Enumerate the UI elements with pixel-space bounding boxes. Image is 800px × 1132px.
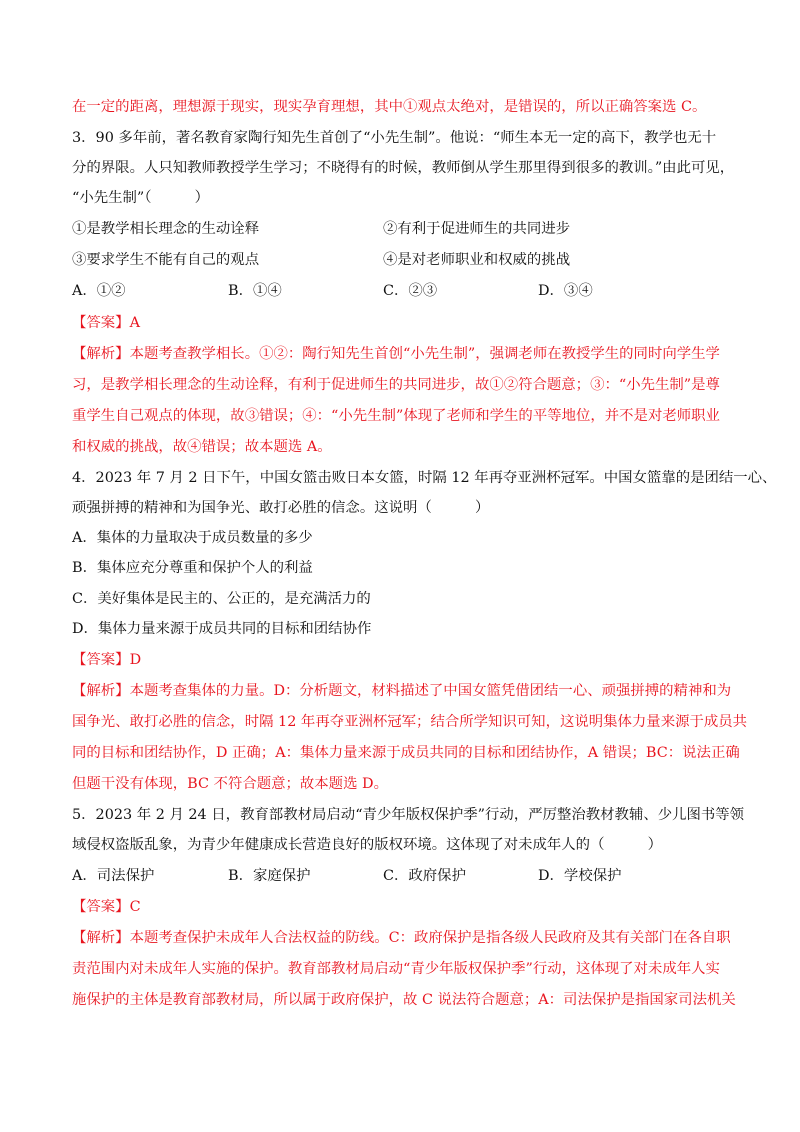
option-c: C．美好集体是民主的、公正的，是充满活力的 xyxy=(72,591,371,607)
option-b: B．①④ xyxy=(228,283,282,299)
analysis-line: 同的目标和团结协作，D 正确；A：集体力量来源于成员共同的目标和团结协作，A 错误；BC：说法正确 xyxy=(72,745,740,761)
question-stem-line: 域侵权盗版乱象，为青少年健康成长营造良好的版权环境。这体现了对未成年人的（ ） xyxy=(72,837,663,853)
analysis-line: 【解析】本题考查保护未成年人合法权益的防线。C：政府保护是指各级人民政府及其有关部门在各自职 xyxy=(72,930,731,946)
option-a: A．司法保护 xyxy=(72,868,155,884)
analysis-line: 但题干没有体现，BC 不符合题意；故本题选 D。 xyxy=(72,776,388,792)
statement-item: ④是对老师职业和权威的挑战 xyxy=(383,252,571,268)
analysis-line: 习，是教学相长理念的生动诠释，有利于促进师生的共同进步，故①②符合题意；③：“小先生制”是尊 xyxy=(72,377,720,393)
option-d: D．集体力量来源于成员共同的目标和团结协作 xyxy=(72,621,372,637)
answer-label: 【答案】D xyxy=(72,652,142,668)
option-a: A．集体的力量取决于成员数量的多少 xyxy=(72,530,313,546)
answer-label: 【答案】A xyxy=(72,315,140,331)
analysis-line: 国争光、敢打必胜的信念，时隔 12 年再夺亚洲杯冠军；结合所学知识可知，这说明集体力量来源于成员共 xyxy=(72,714,748,730)
question-stem-line: 4．2023 年 7 月 2 日下午，中国女篮击败日本女篮，时隔 12 年再夺亚洲杯冠军。中国女篮靠的是团结一心、 xyxy=(72,470,777,486)
previous-analysis-tail: 在一定的距离，理想源于现实，现实孕育理想，其中①观点太绝对，是错误的，所以正确答案选 C。 xyxy=(72,99,707,115)
question-stem-line: “小先生制”（ ） xyxy=(72,190,210,206)
statement-item: ②有利于促进师生的共同进步 xyxy=(383,221,571,237)
statement-item: ③要求学生不能有自己的观点 xyxy=(72,252,260,268)
analysis-line: 【解析】本题考查教学相长。①②：陶行知先生首创“小先生制”，强调老师在教授学生的同时向学生学 xyxy=(72,346,720,362)
question-stem-line: 3．90 多年前，著名教育家陶行知先生首创了“小先生制”。他说：“师生本无一定的高下，教学也无十 xyxy=(72,130,717,146)
analysis-line: 责范围内对未成年人实施的保护。教育部教材局启动“青少年版权保护季”行动，这体现了对未成年人实 xyxy=(72,961,720,977)
option-b: B．集体应充分尊重和保护个人的利益 xyxy=(72,560,313,576)
option-a: A．①② xyxy=(72,283,126,299)
analysis-line: 【解析】本题考查集体的力量。D：分析题文，材料描述了中国女篮凭借团结一心、顽强拼搏的精神和为 xyxy=(72,683,732,699)
analysis-line: 和权威的挑战，故④错误；故本题选 A。 xyxy=(72,439,332,455)
option-d: D．学校保护 xyxy=(538,868,622,884)
analysis-line: 重学生自己观点的体现，故③错误；④：“小先生制”体现了老师和学生的平等地位，并不是对老师职业 xyxy=(72,408,720,424)
option-d: D．③④ xyxy=(538,283,593,299)
question-stem-line: 分的界限。人只知教师教授学生学习；不晓得有的时候，教师倒从学生那里得到很多的教训。”由此可见， xyxy=(72,160,735,176)
answer-label: 【答案】C xyxy=(72,899,141,915)
option-c: C．政府保护 xyxy=(383,868,466,884)
statement-item: ①是教学相长理念的生动诠释 xyxy=(72,221,260,237)
option-c: C．②③ xyxy=(383,283,438,299)
question-stem-line: 5．2023 年 2 月 24 日，教育部教材局启动“青少年版权保护季”行动，严厉整治教材教辅、少儿图书等领 xyxy=(72,807,745,823)
question-stem-line: 顽强拼搏的精神和为国争光、敢打必胜的信念。这说明（ ） xyxy=(72,500,490,516)
analysis-line: 施保护的主体是教育部教材局，所以属于政府保护，故 C 说法符合题意；A：司法保护是指国家司法机关 xyxy=(72,992,736,1008)
option-b: B．家庭保护 xyxy=(228,868,311,884)
